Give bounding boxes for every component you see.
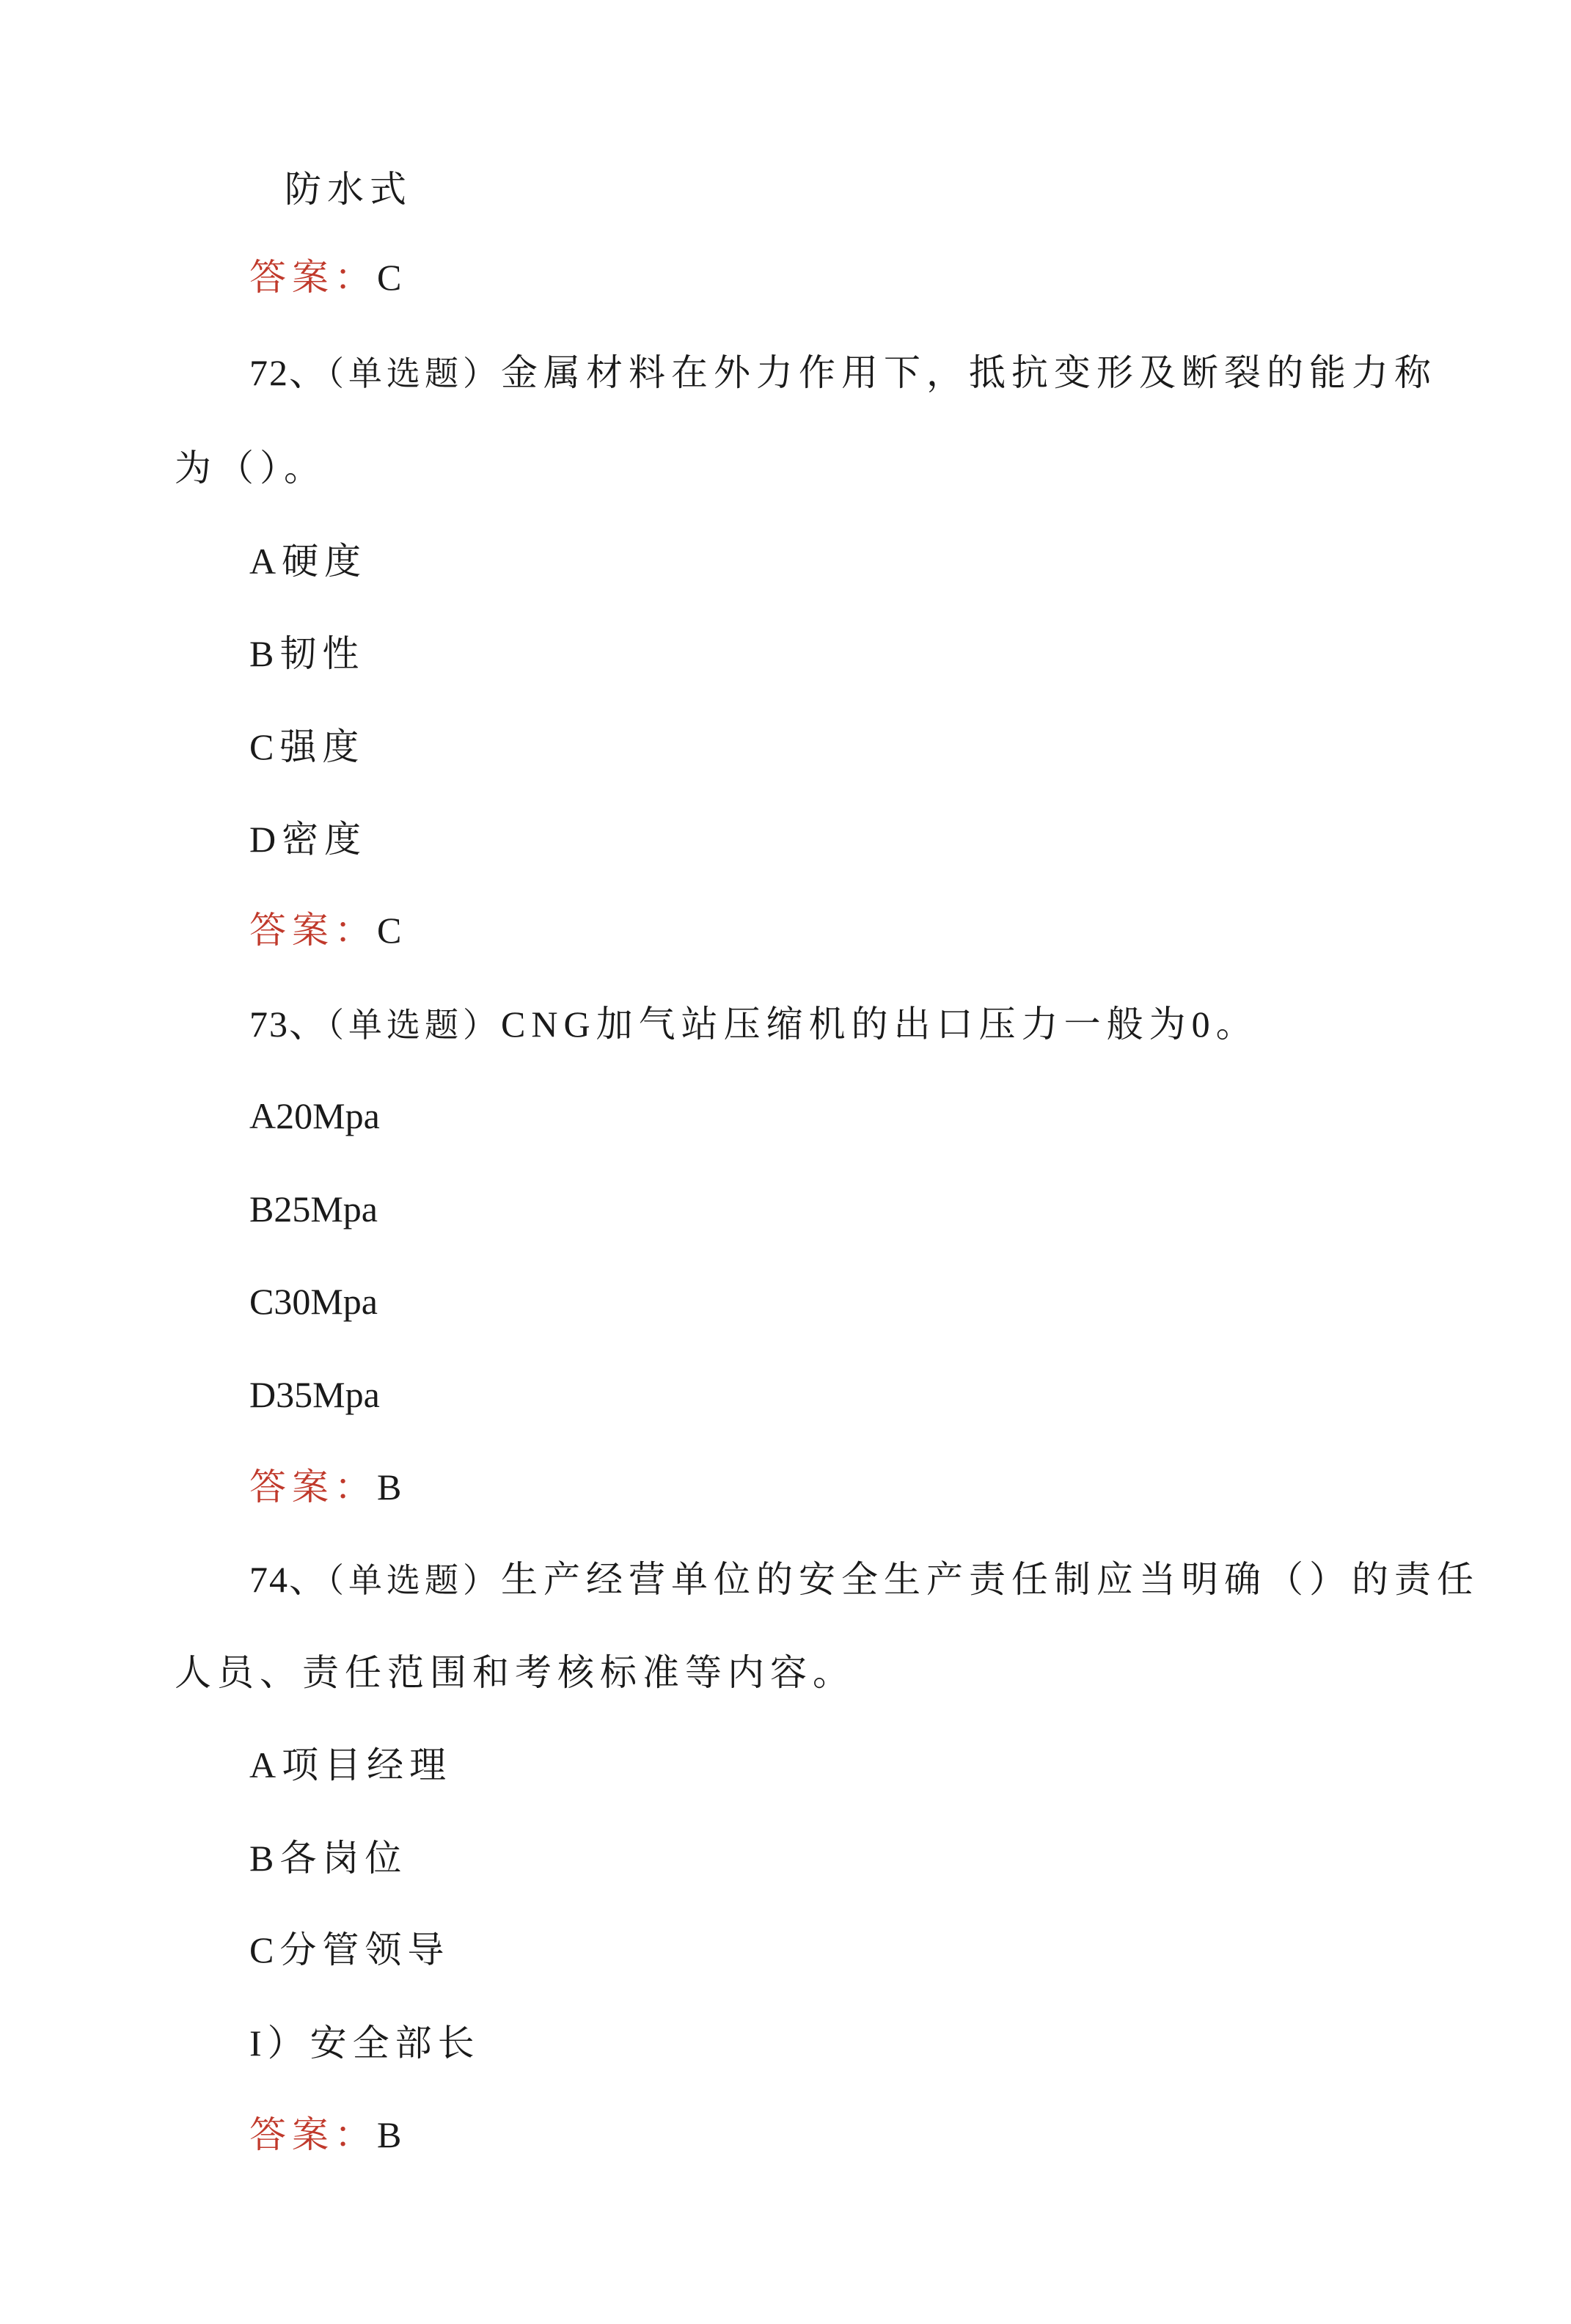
option-text: B各岗位 — [249, 1838, 408, 1879]
option-a — [249, 539, 367, 583]
option-d — [249, 2021, 480, 2065]
option-text: A20Mpa — [249, 1095, 380, 1136]
answer-value: C — [377, 257, 402, 298]
answer-value: B — [377, 2114, 402, 2155]
question-text: CNG加气站压缩机的出口压力一般为0。 — [501, 1004, 1259, 1045]
question-73-line-1 — [249, 1002, 1259, 1048]
answer-line — [249, 255, 401, 299]
question-74-line-1 — [249, 1557, 1479, 1603]
option-d — [249, 1373, 380, 1417]
answer-label: 答案： — [249, 910, 377, 951]
answer-label: 答案： — [249, 1466, 377, 1508]
question-text: 为（）。 — [175, 447, 326, 489]
question-type: （单选题） — [327, 355, 501, 392]
answer-value: C — [377, 910, 402, 951]
answer-line — [249, 908, 401, 952]
question-text: 人员、责任范围和考核标准等内容。 — [175, 1652, 855, 1693]
answer-label: 答案： — [249, 2114, 377, 2155]
question-72-line-1 — [249, 351, 1437, 396]
option-text: 防水式 — [285, 169, 412, 210]
question-number: 72、 — [249, 352, 327, 393]
question-72-line-2 — [175, 446, 326, 490]
option-b — [249, 632, 365, 676]
option-text: D密度 — [249, 819, 367, 860]
option-d — [249, 817, 367, 861]
question-type: （单选题） — [327, 1006, 501, 1044]
option-a — [249, 1094, 380, 1138]
option-line — [285, 167, 412, 211]
question-number: 74、 — [249, 1559, 327, 1600]
question-number: 73、 — [249, 1004, 327, 1045]
option-c — [249, 1928, 450, 1972]
option-text: D35Mpa — [249, 1374, 380, 1415]
answer-line — [249, 2113, 401, 2157]
question-text: 生产经营单位的安全生产责任制应当明确（）的责任 — [501, 1559, 1479, 1600]
option-c — [249, 1279, 378, 1323]
option-text: B25Mpa — [249, 1188, 378, 1229]
option-c — [249, 725, 365, 769]
option-text: B韧性 — [249, 633, 365, 674]
option-text: C分管领导 — [249, 1929, 450, 1970]
answer-label: 答案： — [249, 257, 377, 298]
option-a — [249, 1743, 452, 1787]
option-b — [249, 1836, 407, 1880]
option-text: A项目经理 — [249, 1744, 453, 1786]
option-b — [249, 1187, 378, 1231]
answer-value: B — [377, 1466, 402, 1508]
question-type: （单选题） — [327, 1562, 501, 1599]
question-text: 金属材料在外力作用下，抵抗变形及断裂的能力称 — [501, 352, 1437, 393]
option-text: A硬度 — [249, 541, 367, 582]
option-text: C强度 — [249, 726, 365, 767]
answer-line — [249, 1465, 401, 1509]
question-74-line-2 — [175, 1651, 855, 1695]
option-text: I）安全部长 — [249, 2022, 480, 2064]
option-text: C30Mpa — [249, 1281, 378, 1322]
